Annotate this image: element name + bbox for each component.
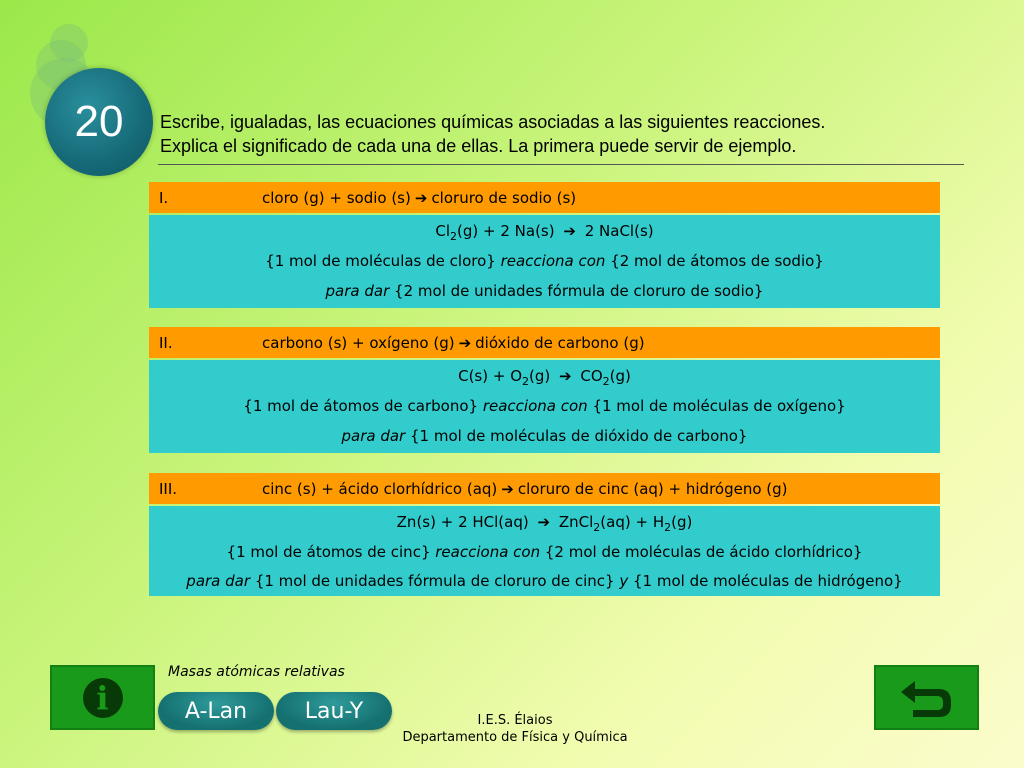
balanced-equation — [155, 361, 934, 391]
meaning-verb: reacciona con — [500, 252, 606, 270]
eq-part: ZnCl — [558, 513, 594, 531]
footer — [360, 712, 670, 746]
reaction-reactants: cloro (g) + sodio (s) — [262, 188, 411, 207]
meaning-part: {1 mol de moléculas de hidrógeno} — [633, 572, 903, 590]
eq-part: C(s) + O — [458, 367, 522, 385]
instructions-line2: Explica el significado de cada una de ellas. La primera puede servir de ejemplo. — [160, 136, 797, 156]
reaction-body — [149, 506, 940, 596]
eq-part: (g) — [609, 367, 631, 385]
meaning-line-2 — [155, 567, 934, 594]
eq-part: CO — [580, 367, 603, 385]
eq-part: (g) + 2 Na(s) — [457, 222, 555, 240]
arrow-icon: ➔ — [537, 513, 551, 531]
eq-subscript: 2 — [593, 521, 601, 534]
meaning-line-1 — [155, 246, 934, 276]
meaning-part: {1 mol de moléculas de oxígeno} — [592, 397, 846, 415]
reaction-body — [149, 215, 940, 308]
meaning-line-1 — [155, 537, 934, 567]
masas-atomicas-label: Masas atómicas relativas — [168, 664, 345, 680]
meaning-part: {2 mol de átomos de sodio} — [610, 252, 824, 270]
meaning-verb: para dar — [341, 427, 406, 445]
reaction-products: cloruro de cinc (aq) + hidrógeno (g) — [517, 479, 788, 498]
arrow-icon: ➔ — [563, 222, 576, 240]
meaning-part: {1 mol de moléculas de cloro} — [265, 252, 496, 270]
reaction-roman: III. — [159, 479, 178, 498]
reaction-block-2 — [149, 327, 940, 453]
eq-subscript: 2 — [664, 521, 672, 534]
info-icon: i — [83, 678, 123, 718]
return-arrow-icon — [899, 677, 955, 719]
arrow-icon: ➔ — [501, 479, 514, 498]
eq-part: 2 NaCl(s) — [584, 222, 654, 240]
meaning-verb: reacciona con — [482, 397, 588, 415]
a-lan-button[interactable]: A-Lan — [158, 692, 274, 730]
meaning-line-2 — [155, 276, 934, 306]
meaning-part: {1 mol de átomos de carbono} — [243, 397, 479, 415]
instructions-line1: Escribe, igualadas, las ecuaciones químicas asociadas a las siguientes reacciones. — [160, 112, 826, 132]
meaning-part: {2 mol de unidades fórmula de cloruro de sodio} — [394, 282, 764, 300]
meaning-part: {1 mol de moléculas de dióxido de carbono} — [410, 427, 748, 445]
eq-part: Cl — [435, 222, 451, 240]
reaction-block-1 — [149, 182, 940, 308]
reaction-block-3 — [149, 473, 940, 596]
eq-part: Zn(s) + 2 HCl(aq) — [396, 513, 529, 531]
meaning-part: {2 mol de moléculas de ácido clorhídrico} — [544, 543, 863, 561]
meaning-part: {1 mol de átomos de cinc} — [226, 543, 431, 561]
meaning-line-2 — [155, 421, 934, 451]
problem-number: 20 — [45, 68, 153, 176]
balanced-equation — [155, 216, 934, 246]
reaction-reactants: carbono (s) + oxígeno (g) — [262, 333, 455, 352]
reaction-header — [149, 182, 940, 213]
lau-y-button[interactable]: Lau-Y — [276, 692, 392, 730]
eq-subscript: 2 — [450, 230, 458, 243]
meaning-verb: reacciona con — [435, 543, 541, 561]
meaning-line-1 — [155, 391, 934, 421]
instructions — [160, 110, 960, 158]
department-name: Departamento de Física y Química — [402, 730, 628, 745]
info-button[interactable] — [50, 665, 155, 730]
return-button[interactable] — [874, 665, 979, 730]
reaction-body — [149, 360, 940, 453]
reaction-header — [149, 473, 940, 504]
reaction-roman: I. — [159, 188, 169, 207]
meaning-part: {1 mol de unidades fórmula de cloruro de cinc} — [254, 572, 615, 590]
reaction-header — [149, 327, 940, 358]
reaction-products: dióxido de carbono (g) — [475, 333, 645, 352]
balanced-equation — [155, 507, 934, 537]
reaction-roman: II. — [159, 333, 173, 352]
header-divider — [158, 164, 964, 165]
eq-part: (g) — [529, 367, 551, 385]
eq-subscript: 2 — [522, 375, 529, 388]
eq-subscript: 2 — [602, 375, 610, 388]
eq-part: (g) — [671, 513, 693, 531]
arrow-icon: ➔ — [458, 333, 472, 352]
reaction-products: cloruro de sodio (s) — [431, 188, 577, 207]
reaction-reactants: cinc (s) + ácido clorhídrico (aq) — [262, 479, 498, 498]
arrow-icon: ➔ — [559, 367, 572, 385]
arrow-icon: ➔ — [414, 188, 428, 207]
meaning-verb: para dar — [186, 572, 251, 590]
eq-part: (aq) + H — [600, 513, 665, 531]
meaning-verb: para dar — [325, 282, 390, 300]
meaning-verb: y — [619, 572, 629, 590]
school-name: I.E.S. Élaios — [477, 713, 553, 728]
